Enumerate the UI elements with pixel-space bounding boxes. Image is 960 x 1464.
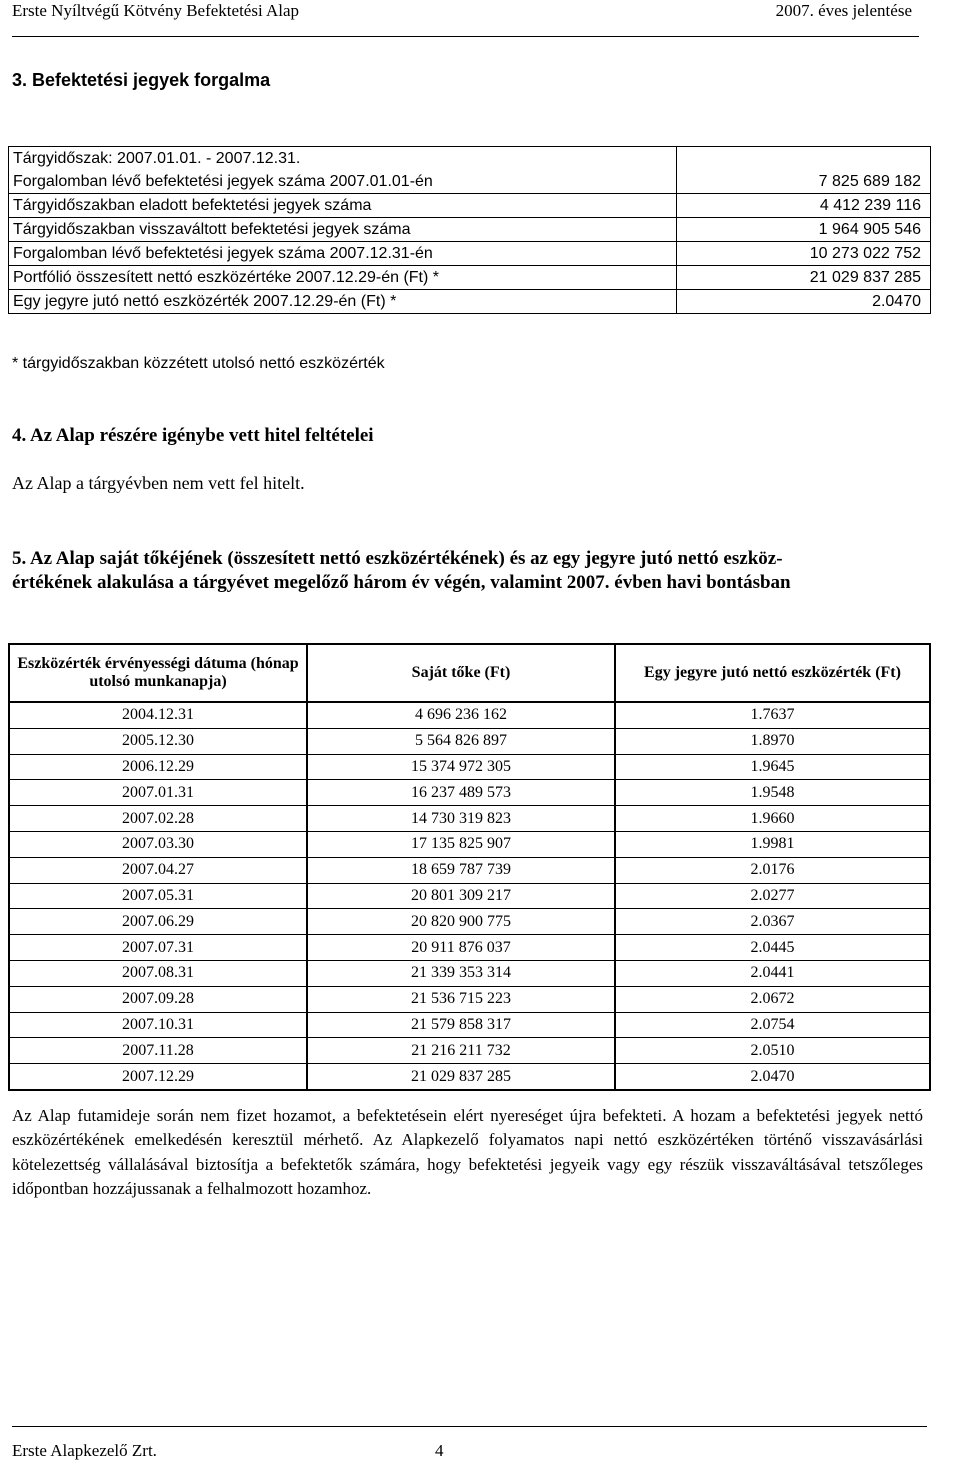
col-header-equity: Saját tőke (Ft) (307, 644, 615, 702)
footer-company: Erste Alapkezelő Zrt. (12, 1441, 157, 1460)
table-header-row (9, 644, 930, 702)
table-row (9, 266, 931, 290)
table-row (9, 702, 930, 728)
table-row (9, 986, 930, 1012)
section-4-title: 4. Az Alap részére igénybe vett hitel feltételei (12, 425, 374, 446)
row-value: 7 825 689 182 (677, 170, 931, 194)
row-value: 1 964 905 546 (677, 218, 931, 242)
col-header-date: Eszközérték érvényességi dátuma (hónap utolsó munkanapja) (9, 644, 307, 702)
date-cell: 2007.10.31 (9, 1012, 307, 1038)
table-row (9, 218, 931, 242)
nav-cell: 2.0367 (615, 909, 930, 935)
nav-cell: 2.0470 (615, 1064, 930, 1090)
date-cell: 2007.03.30 (9, 831, 307, 857)
table-row (9, 1012, 930, 1038)
footnote: * tárgyidőszakban közzétett utolsó nettó eszközérték (12, 355, 385, 372)
date-cell: 2007.06.29 (9, 909, 307, 935)
date-cell: 2007.09.28 (9, 986, 307, 1012)
footer-page-number: 4 (435, 1441, 444, 1460)
table-row (9, 1064, 930, 1090)
equity-cell: 20 820 900 775 (307, 909, 615, 935)
equity-cell: 21 216 211 732 (307, 1038, 615, 1064)
closing-paragraph: Az Alap futamideje során nem fizet hozamot, a befektetésein elért nyereséget újra befekteti. A hozam a befektetési jegyek nettó eszközértékének emelkedésén keresztül mérhető. Az Alapkezelő folyamatos napi nettó eszközértéken történő visszavásárlási kötelezettség vállalásával biztosítja a befektetők számára, hogy befektetési jegyeik vagy egy részük visszaváltásával tetszőleges időpontban hozzájussanak a felhalmozott hozamhoz. (12, 1106, 923, 1199)
row-label: Portfólió összesített nettó eszközértéke 2007.12.29-én (Ft) * (9, 266, 677, 290)
table-row (9, 728, 930, 754)
table-row (9, 909, 930, 935)
table-row (9, 290, 931, 314)
date-cell: 2007.02.28 (9, 806, 307, 832)
equity-cell: 21 579 858 317 (307, 1012, 615, 1038)
row-value: 2.0470 (677, 290, 931, 314)
equity-cell: 17 135 825 907 (307, 831, 615, 857)
date-cell: 2007.08.31 (9, 960, 307, 986)
row-value: 4 412 239 116 (677, 194, 931, 218)
date-cell: 2006.12.29 (9, 754, 307, 780)
date-cell: 2007.11.28 (9, 1038, 307, 1064)
equity-cell: 14 730 319 823 (307, 806, 615, 832)
equity-cell: 20 801 309 217 (307, 883, 615, 909)
table-row (9, 1038, 930, 1064)
section-4-text: Az Alap a tárgyévben nem vett fel hitelt. (12, 473, 305, 493)
col-header-nav: Egy jegyre jutó nettó eszközérték (Ft) (615, 644, 930, 702)
equity-cell: 4 696 236 162 (307, 702, 615, 728)
nav-cell: 2.0176 (615, 857, 930, 883)
row-value: 10 273 022 752 (677, 242, 931, 266)
table-row (9, 780, 930, 806)
footer-rule (12, 1426, 927, 1427)
header-rule (12, 36, 919, 37)
equity-cell: 18 659 787 739 (307, 857, 615, 883)
equity-cell: 21 029 837 285 (307, 1064, 615, 1090)
date-cell: 2007.01.31 (9, 780, 307, 806)
equity-cell: 21 536 715 223 (307, 986, 615, 1012)
section-5-title-line2: értékének alakulása a tárgyévet megelőző három év végén, valamint 2007. évben havi bontásban (12, 572, 791, 593)
section-3-title: 3. Befektetési jegyek forgalma (12, 70, 271, 90)
header-fund-name: Erste Nyíltvégű Kötvény Befektetési Alap (12, 1, 300, 20)
table-row (9, 147, 931, 171)
date-cell: 2007.04.27 (9, 857, 307, 883)
nav-cell: 1.9981 (615, 831, 930, 857)
row-label: Forgalomban lévő befektetési jegyek száma 2007.12.31-én (9, 242, 677, 266)
table-row (9, 960, 930, 986)
section-5-title-line1: 5. Az Alap saját tőkéjének (összesített nettó eszközértékének) és az egy jegyre jutó nettó eszköz- (12, 548, 783, 569)
row-label: Tárgyidőszakban visszaváltott befektetési jegyek száma (9, 218, 677, 242)
period-value-cell (677, 147, 931, 171)
nav-cell: 1.9548 (615, 780, 930, 806)
nav-cell: 2.0510 (615, 1038, 930, 1064)
nav-cell: 2.0277 (615, 883, 930, 909)
row-label: Egy jegyre jutó nettó eszközérték 2007.12.29-én (Ft) * (9, 290, 677, 314)
table-row (9, 194, 931, 218)
equity-cell: 15 374 972 305 (307, 754, 615, 780)
nav-cell: 2.0445 (615, 935, 930, 961)
nav-cell: 2.0672 (615, 986, 930, 1012)
date-cell: 2004.12.31 (9, 702, 307, 728)
header-report-title: 2007. éves jelentése (775, 1, 912, 20)
equity-cell: 21 339 353 314 (307, 960, 615, 986)
section-5-title (12, 547, 791, 595)
table-row (9, 806, 930, 832)
table-row (9, 831, 930, 857)
row-label: Forgalomban lévő befektetési jegyek száma 2007.01.01-én (9, 170, 677, 194)
table-row (9, 242, 931, 266)
nav-cell: 2.0754 (615, 1012, 930, 1038)
table-row (9, 883, 930, 909)
nav-cell: 1.9660 (615, 806, 930, 832)
equity-cell: 5 564 826 897 (307, 728, 615, 754)
date-cell: 2007.07.31 (9, 935, 307, 961)
equity-cell: 16 237 489 573 (307, 780, 615, 806)
date-cell: 2007.05.31 (9, 883, 307, 909)
nav-cell: 1.9645 (615, 754, 930, 780)
nav-history-table (8, 643, 931, 1091)
units-turnover-table (8, 146, 931, 314)
row-value: 21 029 837 285 (677, 266, 931, 290)
date-cell: 2005.12.30 (9, 728, 307, 754)
nav-cell: 1.8970 (615, 728, 930, 754)
date-cell: 2007.12.29 (9, 1064, 307, 1090)
nav-cell: 1.7637 (615, 702, 930, 728)
table-row (9, 935, 930, 961)
table-row (9, 857, 930, 883)
table-row (9, 170, 931, 194)
table-row (9, 754, 930, 780)
equity-cell: 20 911 876 037 (307, 935, 615, 961)
nav-cell: 2.0441 (615, 960, 930, 986)
row-label: Tárgyidőszakban eladott befektetési jegyek száma (9, 194, 677, 218)
period-cell: Tárgyidőszak: 2007.01.01. - 2007.12.31. (9, 147, 677, 171)
